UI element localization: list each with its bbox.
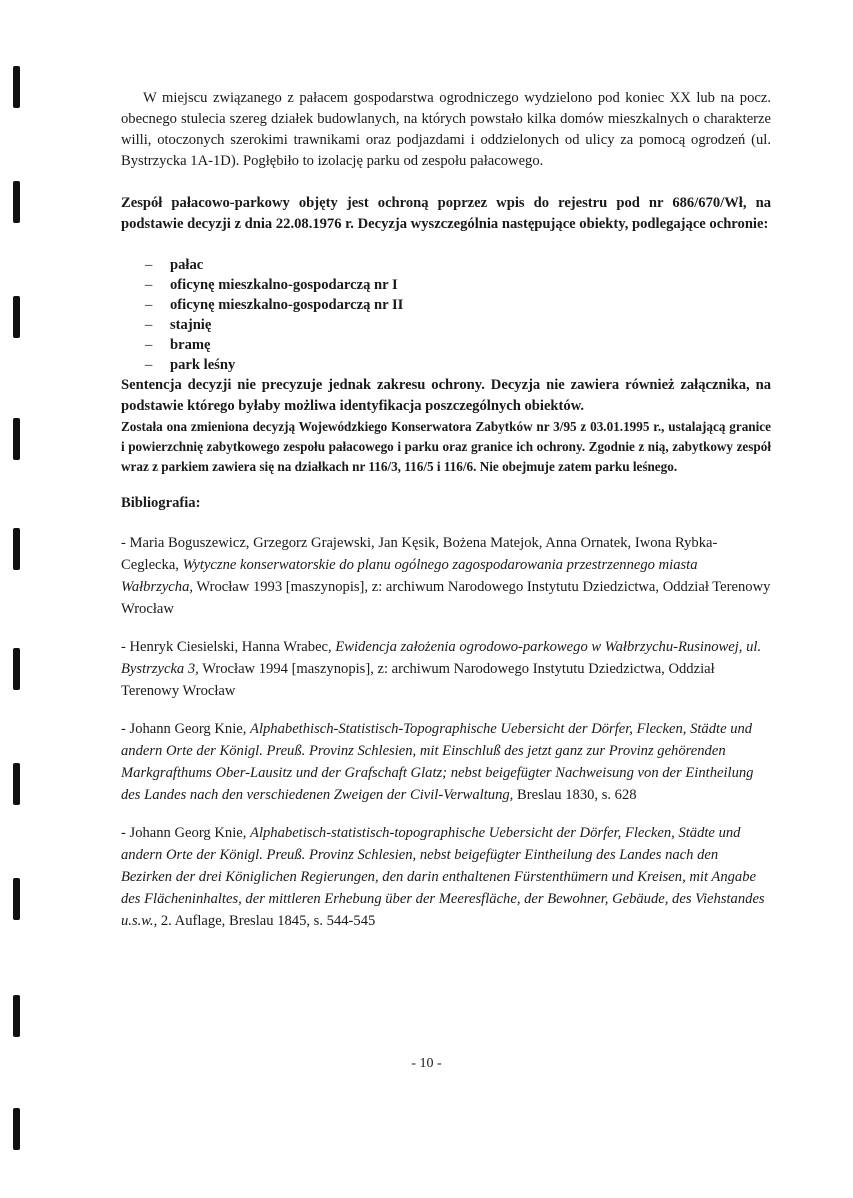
bibliography-entry: - Maria Boguszewicz, Grzegorz Grajewski, Jan Kęsik, Bożena Matejok, Anna Ornatek, Iwona Rybka-Ceglecka, Wytyczne konserwatorskie do planu ogólnego zagospodarowania przestrzennego miasta Wałbrzycha, Wrocław 1993 [maszynopis], z: archiwum Narodowego Instytutu Dziedzictwa, Oddział Terenowy Wrocław xyxy=(121,535,771,617)
paragraph-decision-amendment: Została ona zmieniona decyzją Wojewódzkiego Konserwatora Zabytków nr 3/95 z 03.01.1995 r., ustalającą granice i powierzchnię zabytkowego zespołu pałacowego i parku oraz granice ich ochrony. Zgodnie z nią, zabytkowy zespół wraz z parkiem zawiera się na działkach nr 116/3, 116/5 i 116/6. Nie obejmuje zatem parku leśnego. xyxy=(121,419,771,474)
bibliography-entry: - Johann Georg Knie, Alphabethisch-Statistisch-Topographische Uebersicht der Dörfer, Flecken, Städte und andern Orte der Königl. Preuß. Provinz Schlesien, mit Einschluß des jetzt ganz zur Provinz gehörenden Markgrafthums Ober-Lausitz und der Grafschaft Glatz; nebst beigefügter Nachweisung von der Eintheilung des Landes nach den verschiedenen Zweigen der Civil-Verwaltung, Breslau 1830, s. 628 xyxy=(121,721,754,803)
list-dash: – xyxy=(145,337,153,353)
bibliography-entry: - Johann Georg Knie, Alphabetisch-statistisch-topographische Uebersicht der Dörfer, Flecken, Städte und andern Orte der Königl. Preuß. Provinz Schlesien, nebst beigefügter Eintheilung des Landes nach den Bezirken der drei Königlichen Regierungen, den darin enthaltenen Fürstenthümern und Kreisen, mit Angabe des Flächeninhaltes, der mittleren Erhebung über der Meeresfläche, der Bewohner, Gebäude, des Viehstandes u.s.w., 2. Auflage, Breslau 1845, s. 544-545 xyxy=(121,825,765,929)
list-dash: – xyxy=(145,277,153,293)
binding-hole-mark xyxy=(13,66,20,108)
binding-hole-mark xyxy=(13,296,20,338)
list-item: – stajnię xyxy=(145,317,212,333)
list-item: – oficynę mieszkalno-gospodarczą nr I xyxy=(145,277,398,293)
bibliography-list xyxy=(121,532,771,932)
binding-hole-mark xyxy=(13,995,20,1037)
list-item: – bramę xyxy=(145,337,211,353)
bibliography-heading: Bibliografia: xyxy=(121,495,201,511)
page-number: - 10 - xyxy=(411,1056,442,1071)
list-dash: – xyxy=(145,317,153,333)
binding-hole-mark xyxy=(13,181,20,223)
binding-hole-mark xyxy=(13,418,20,460)
binding-hole-mark xyxy=(13,763,20,805)
list-item: – park leśny xyxy=(145,357,236,373)
binding-hole-mark xyxy=(13,648,20,690)
binding-hole-mark xyxy=(13,528,20,570)
binding-hole-mark xyxy=(13,878,20,920)
list-item: – pałac xyxy=(145,257,204,273)
document-body xyxy=(121,88,771,932)
list-dash: – xyxy=(145,357,153,373)
bibliography-entry: - Henryk Ciesielski, Hanna Wrabec, Ewidencja założenia ogrodowo-parkowego w Wałbrzychu-Rusinowej, ul. Bystrzycka 3, Wrocław 1994 [maszynopis], z: archiwum Narodowego Instytutu Dziedzictwa, Oddział Terenowy Wrocław xyxy=(121,639,762,699)
paragraph-garden-plots: W miejscu związanego z pałacem gospodarstwa ogrodniczego wydzielono pod koniec XX lub na pocz. obecnego stulecia szereg działek budowlanych, na których powstało kilka domów mieszkalnych o charakterze willi, otoczonych szerokimi trawnikami oraz podjazdami i oddzielonych od ulicy za pomocą ogrodzeń (ul. Bystrzycka 1A-1D). Pogłębiło to izolację parku od zespołu pałacowego. xyxy=(121,90,771,169)
list-dash: – xyxy=(145,257,153,273)
list-item: – oficynę mieszkalno-gospodarczą nr II xyxy=(145,297,404,313)
protected-objects-list xyxy=(121,255,771,375)
binding-hole-mark xyxy=(13,1108,20,1150)
list-dash: – xyxy=(145,297,153,313)
paragraph-decision-scope: Sentencja decyzji nie precyzuje jednak zakresu ochrony. Decyzja nie zawiera również załącznika, na podstawie którego byłaby możliwa identyfikacja poszczególnych obiektów. xyxy=(121,377,771,414)
paragraph-protection-register: Zespół pałacowo-parkowy objęty jest ochroną poprzez wpis do rejestru pod nr 686/670/Wł, na podstawie decyzji z dnia 22.08.1976 r. Decyzja wyszczególnia następujące obiekty, podlegające ochronie: xyxy=(121,195,771,232)
